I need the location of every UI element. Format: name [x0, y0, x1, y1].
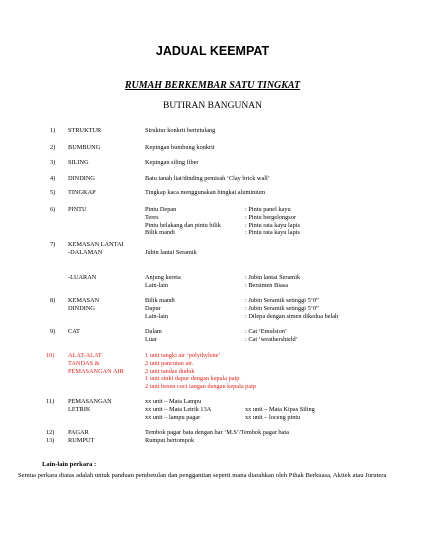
item-description: 2 unit besen cuci tangan dengan kepala paip	[145, 383, 257, 391]
item-detail: : Jubin Seramik setinggi 5’0”	[245, 297, 319, 304]
item-label: -DALAMAN	[68, 248, 103, 256]
page-subtitle: RUMAH BERKEMBAR SATU TINGKAT	[124, 80, 301, 91]
item-description: xx unit – Mata Letrik 13A	[145, 405, 212, 413]
item-description: Anjung kereta	[145, 274, 181, 281]
item-number: 9)	[50, 328, 56, 335]
item-description: Pintu belakang dan pintu bilik	[145, 221, 221, 229]
item-number: 11)	[46, 398, 55, 405]
item-label: DINDING	[68, 304, 95, 312]
item-label: LETRIK	[68, 405, 91, 413]
item-description: 2 unit pancutan air.	[145, 359, 194, 367]
item-label: DINDING	[68, 175, 95, 182]
item-number: 6)	[50, 206, 56, 213]
item-detail: : Pintu rata kayu lapis	[245, 221, 300, 229]
item-detail: : Cat ‘weathershield’	[245, 335, 298, 343]
item-detail: : Dilepa dengan simen dikedua belah	[245, 312, 339, 320]
item-detail: : Pintu bergelongsor	[245, 213, 296, 221]
item-label: BUMBUNG	[68, 144, 101, 151]
item-description: Lain-lain	[145, 281, 169, 289]
item-description: Kepingan siling fiber	[145, 159, 199, 166]
footer-heading: Lain-lain perkara :	[42, 461, 97, 468]
item-description: Batu tanah liat/dinding pemisah ‘Clay brick wall’	[145, 175, 270, 182]
footer-text: Semua perkara diatas adalah untuk panduan pembetulan dan penggantian seperti mana diarahkan oleh Pihak Berkuasa, Akitek atau Jurutera	[18, 472, 387, 479]
item-number: 13)	[46, 437, 55, 444]
item-label: ALAT-ALAT	[68, 352, 102, 359]
item-label: KEMASAN LANTAI	[68, 241, 124, 248]
item-label: KEMASAN	[68, 297, 100, 304]
item-detail: : Jubin lantai Seramik	[245, 274, 301, 281]
item-number: 5)	[50, 189, 56, 196]
item-description: Tembok pagar bata dengan bar ‘M.S’/Tembok pagar bata	[145, 429, 289, 436]
item-detail: : Bersimen Biasa	[245, 281, 289, 289]
item-label: PEMASANGAN	[68, 398, 112, 405]
item-description: 1 unit tangki air ‘polythylene’	[145, 352, 221, 359]
item-description: Dapur	[145, 304, 161, 312]
item-detail: : Jubin Seramik setinggi 5’0”	[245, 304, 319, 312]
item-description: Jubin lantai Seramik	[145, 248, 197, 256]
item-label: TANDAS &	[68, 359, 100, 367]
item-detail: xx unit – Mata Kipas Siling	[245, 405, 315, 413]
item-description: Kepingan bumbung konkrit	[145, 144, 215, 151]
item-description: xx unit – Mata Lampu	[145, 398, 202, 405]
item-label: PAGAR	[68, 429, 89, 436]
item-number: 2)	[50, 144, 56, 151]
item-detail: : Pintu rata kayu lapis	[245, 229, 300, 237]
item-label: PINTU	[68, 206, 87, 213]
item-label: STRUKTUR	[68, 127, 102, 134]
section-heading: BUTIRAN BANGUNAN	[163, 101, 262, 111]
item-description: Bilik mandi	[145, 297, 175, 304]
item-description: Luar	[145, 335, 157, 343]
item-description: Lain-lain	[145, 312, 169, 320]
item-description: Rumput bertompok	[145, 437, 195, 444]
item-description: Tingkap kaca menggunakan bingkai aluminium	[145, 189, 266, 196]
item-number: 1)	[50, 127, 56, 134]
item-number: 12)	[46, 429, 55, 436]
item-label: CAT	[68, 328, 80, 335]
item-description: 1 unit sinki dapur dengan kepala paip	[145, 375, 240, 383]
item-detail: : Cat ‘Emulsion’	[245, 328, 287, 335]
item-description: xx unit – lampu pagar	[145, 413, 201, 421]
item-description: 2 unit tandas duduk	[145, 367, 195, 375]
page-title: JADUAL KEEMPAT	[155, 44, 270, 58]
item-detail: : Pintu panel kayu	[245, 206, 291, 213]
item-label: PEMASANGAN AIR	[68, 367, 124, 375]
item-description: Struktur konkrit bertetulang	[145, 127, 216, 134]
item-description: Dalam	[145, 328, 162, 335]
item-description: Pintu Depan	[145, 206, 177, 213]
item-detail: xx unit – loceng pintu	[245, 413, 301, 421]
item-label: SILING	[68, 159, 89, 166]
item-number: 8)	[50, 297, 56, 304]
item-number: 10)	[46, 352, 55, 359]
item-number: 3)	[50, 159, 56, 166]
item-description: Teres	[145, 213, 159, 221]
item-number: 4)	[50, 175, 56, 182]
item-number: 7)	[50, 241, 56, 248]
item-label: RUMPUT	[68, 437, 95, 444]
item-label: TINGKAP	[68, 189, 96, 196]
item-label: -LUARAN	[68, 274, 97, 281]
item-description: Bilik mandi	[145, 229, 175, 237]
